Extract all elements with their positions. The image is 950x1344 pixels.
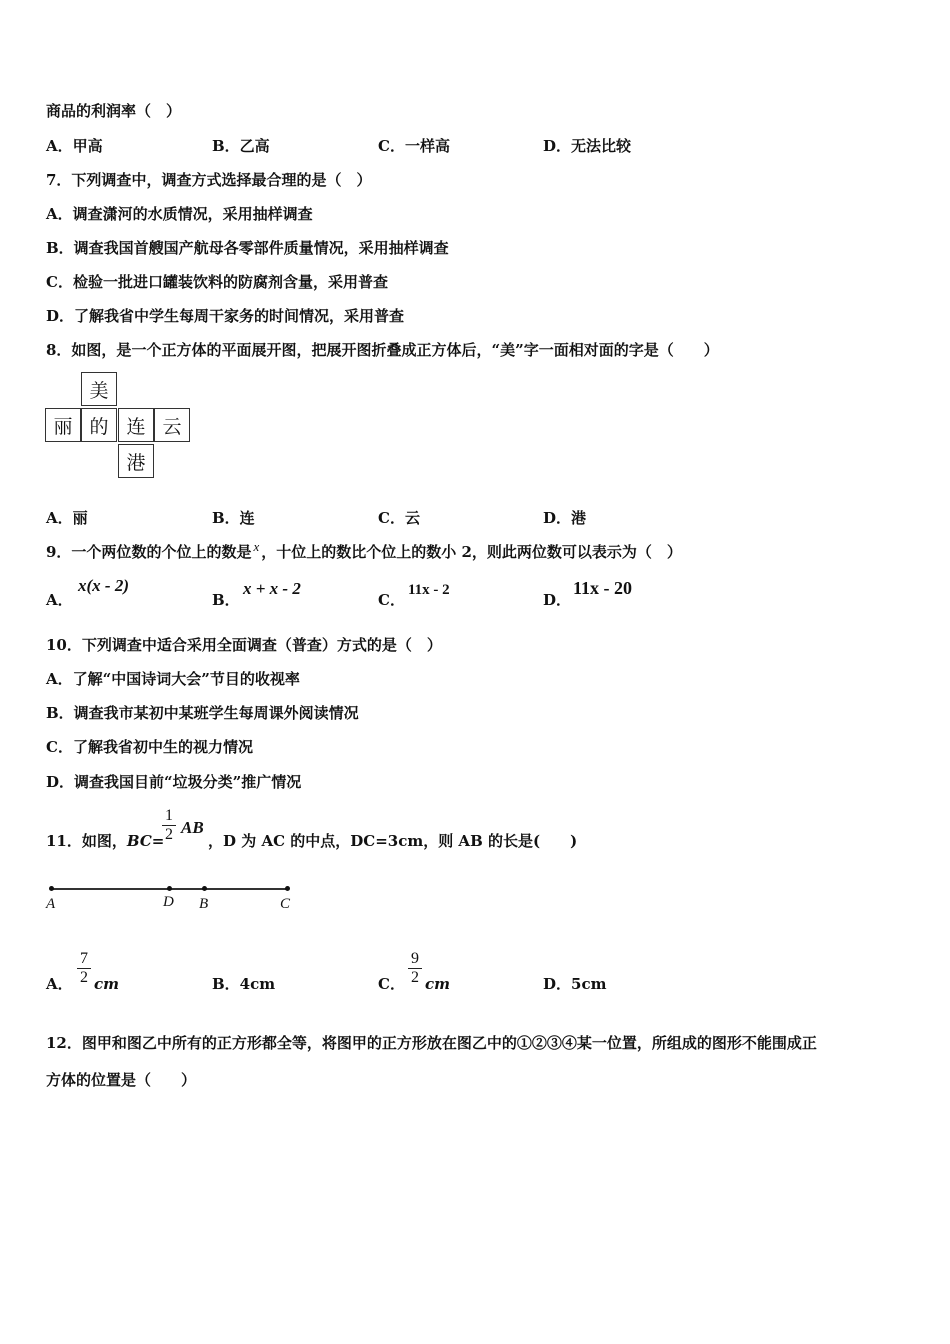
label-a: A	[46, 896, 56, 912]
q8-option-d: D．港	[543, 509, 587, 527]
q11-option-c-fraction	[408, 950, 422, 987]
q9-option-b-label: B．	[212, 591, 240, 609]
question-6-tail: 商品的利润率（ ）	[46, 102, 182, 120]
net-cell-gang: 港	[118, 444, 154, 478]
label-b: B	[199, 896, 209, 912]
q10-option-a: A．了解“中国诗词大会”节目的收视率	[46, 670, 300, 688]
point-c	[285, 886, 290, 891]
q8-option-a: A．丽	[46, 509, 88, 527]
label-d: D	[163, 894, 174, 910]
q8-option-b: B．连	[212, 509, 255, 527]
q11-option-c-label: C．	[378, 975, 405, 993]
q10-stem: 10．下列调查中适合采用全面调查（普查）方式的是（ ）	[46, 636, 442, 654]
q9-option-d-expr: 11x - 20	[573, 578, 633, 598]
net-cell-li: 丽	[45, 408, 81, 442]
q9-option-b-expr: x + x - 2	[243, 579, 301, 598]
q7-option-c: C．检验一批进口罐装饮料的防腐剂含量，采用普查	[46, 273, 388, 291]
q9-option-a-expr: x(x - 2)	[78, 576, 129, 595]
q6-option-c: C．一样高	[378, 137, 450, 155]
q12-stem-line2: 方体的位置是（ ）	[46, 1071, 197, 1089]
point-b	[202, 886, 207, 891]
q10-option-c: C．了解我省初中生的视力情况	[46, 738, 253, 756]
q9-option-c-label: C．	[378, 591, 405, 609]
q6-option-b: B．乙高	[212, 137, 270, 155]
q9-option-a-label: A．	[46, 591, 73, 609]
q7-stem: 7．下列调查中，调查方式选择最合理的是（ ）	[46, 171, 372, 189]
point-a	[49, 886, 54, 891]
q11-ab: AB	[181, 818, 204, 837]
q12-stem-line1: 12．图甲和图乙中所有的正方形都全等，将图甲的正方形放在图乙中的①②③④某一位置，所组成的图形不能围成正	[46, 1034, 817, 1052]
q11-bc: BC=	[126, 832, 165, 850]
q9-stem-pre: 9．一个两位数的个位上的数是	[46, 543, 252, 561]
q11-frac-den: 2	[165, 826, 173, 843]
q10-option-d: D．调查我国目前“垃圾分类”推广情况	[46, 773, 302, 791]
q11-stem-label: 11．如图，	[46, 832, 127, 850]
q11-option-a-label: A．	[46, 975, 73, 993]
net-cell-mei: 美	[81, 372, 117, 406]
q7-option-a: A．调查潇河的水质情况，采用抽样调查	[46, 205, 313, 223]
net-cell-yun: 云	[154, 408, 190, 442]
q11-option-a-fraction	[77, 950, 91, 987]
q11-option-a-unit: cm	[94, 975, 120, 993]
q6-option-a: A．甲高	[46, 137, 103, 155]
net-cell-de: 的	[81, 408, 117, 442]
q7-option-b: B．调查我国首艘国产航母各零部件质量情况，采用抽样调查	[46, 239, 449, 257]
q8-option-c: C．云	[378, 509, 420, 527]
q7-option-d: D．了解我省中学生每周干家务的时间情况，采用普查	[46, 307, 405, 325]
q9-stem	[46, 539, 682, 563]
net-cell-lian: 连	[118, 408, 154, 442]
q11-c-den: 2	[411, 969, 419, 986]
point-d	[167, 886, 172, 891]
q11-fraction-half	[162, 807, 176, 844]
q9-var: x	[253, 539, 260, 554]
q11-c-num: 9	[411, 950, 419, 967]
label-c: C	[280, 896, 291, 912]
q8-stem: 8．如图，是一个正方体的平面展开图，把展开图折叠成正方体后，“美”字一面相对面的字是（ ）	[46, 341, 719, 359]
q11-a-num: 7	[80, 950, 88, 967]
q11-option-c-unit: cm	[425, 975, 451, 993]
q11-option-d: D．5cm	[543, 975, 607, 993]
q10-option-b: B．调查我市某初中某班学生每周课外阅读情况	[46, 704, 359, 722]
q9-stem-post: ，十位上的数比个位上的数小 2，则此两位数可以表示为（ ）	[261, 543, 682, 561]
q11-a-den: 2	[80, 969, 88, 986]
q11-frac-num: 1	[165, 807, 173, 824]
q9-option-d-label: D．	[543, 591, 572, 609]
q11-stem-post: ，D 为 AC 的中点，DC=3cm，则 AB 的长是( )	[208, 832, 578, 850]
q9-option-c-expr: 11x - 2	[408, 582, 450, 598]
q11-stem-pre	[46, 831, 164, 851]
q11-option-b: B．4cm	[212, 975, 276, 993]
q6-option-d: D．无法比较	[543, 137, 632, 155]
